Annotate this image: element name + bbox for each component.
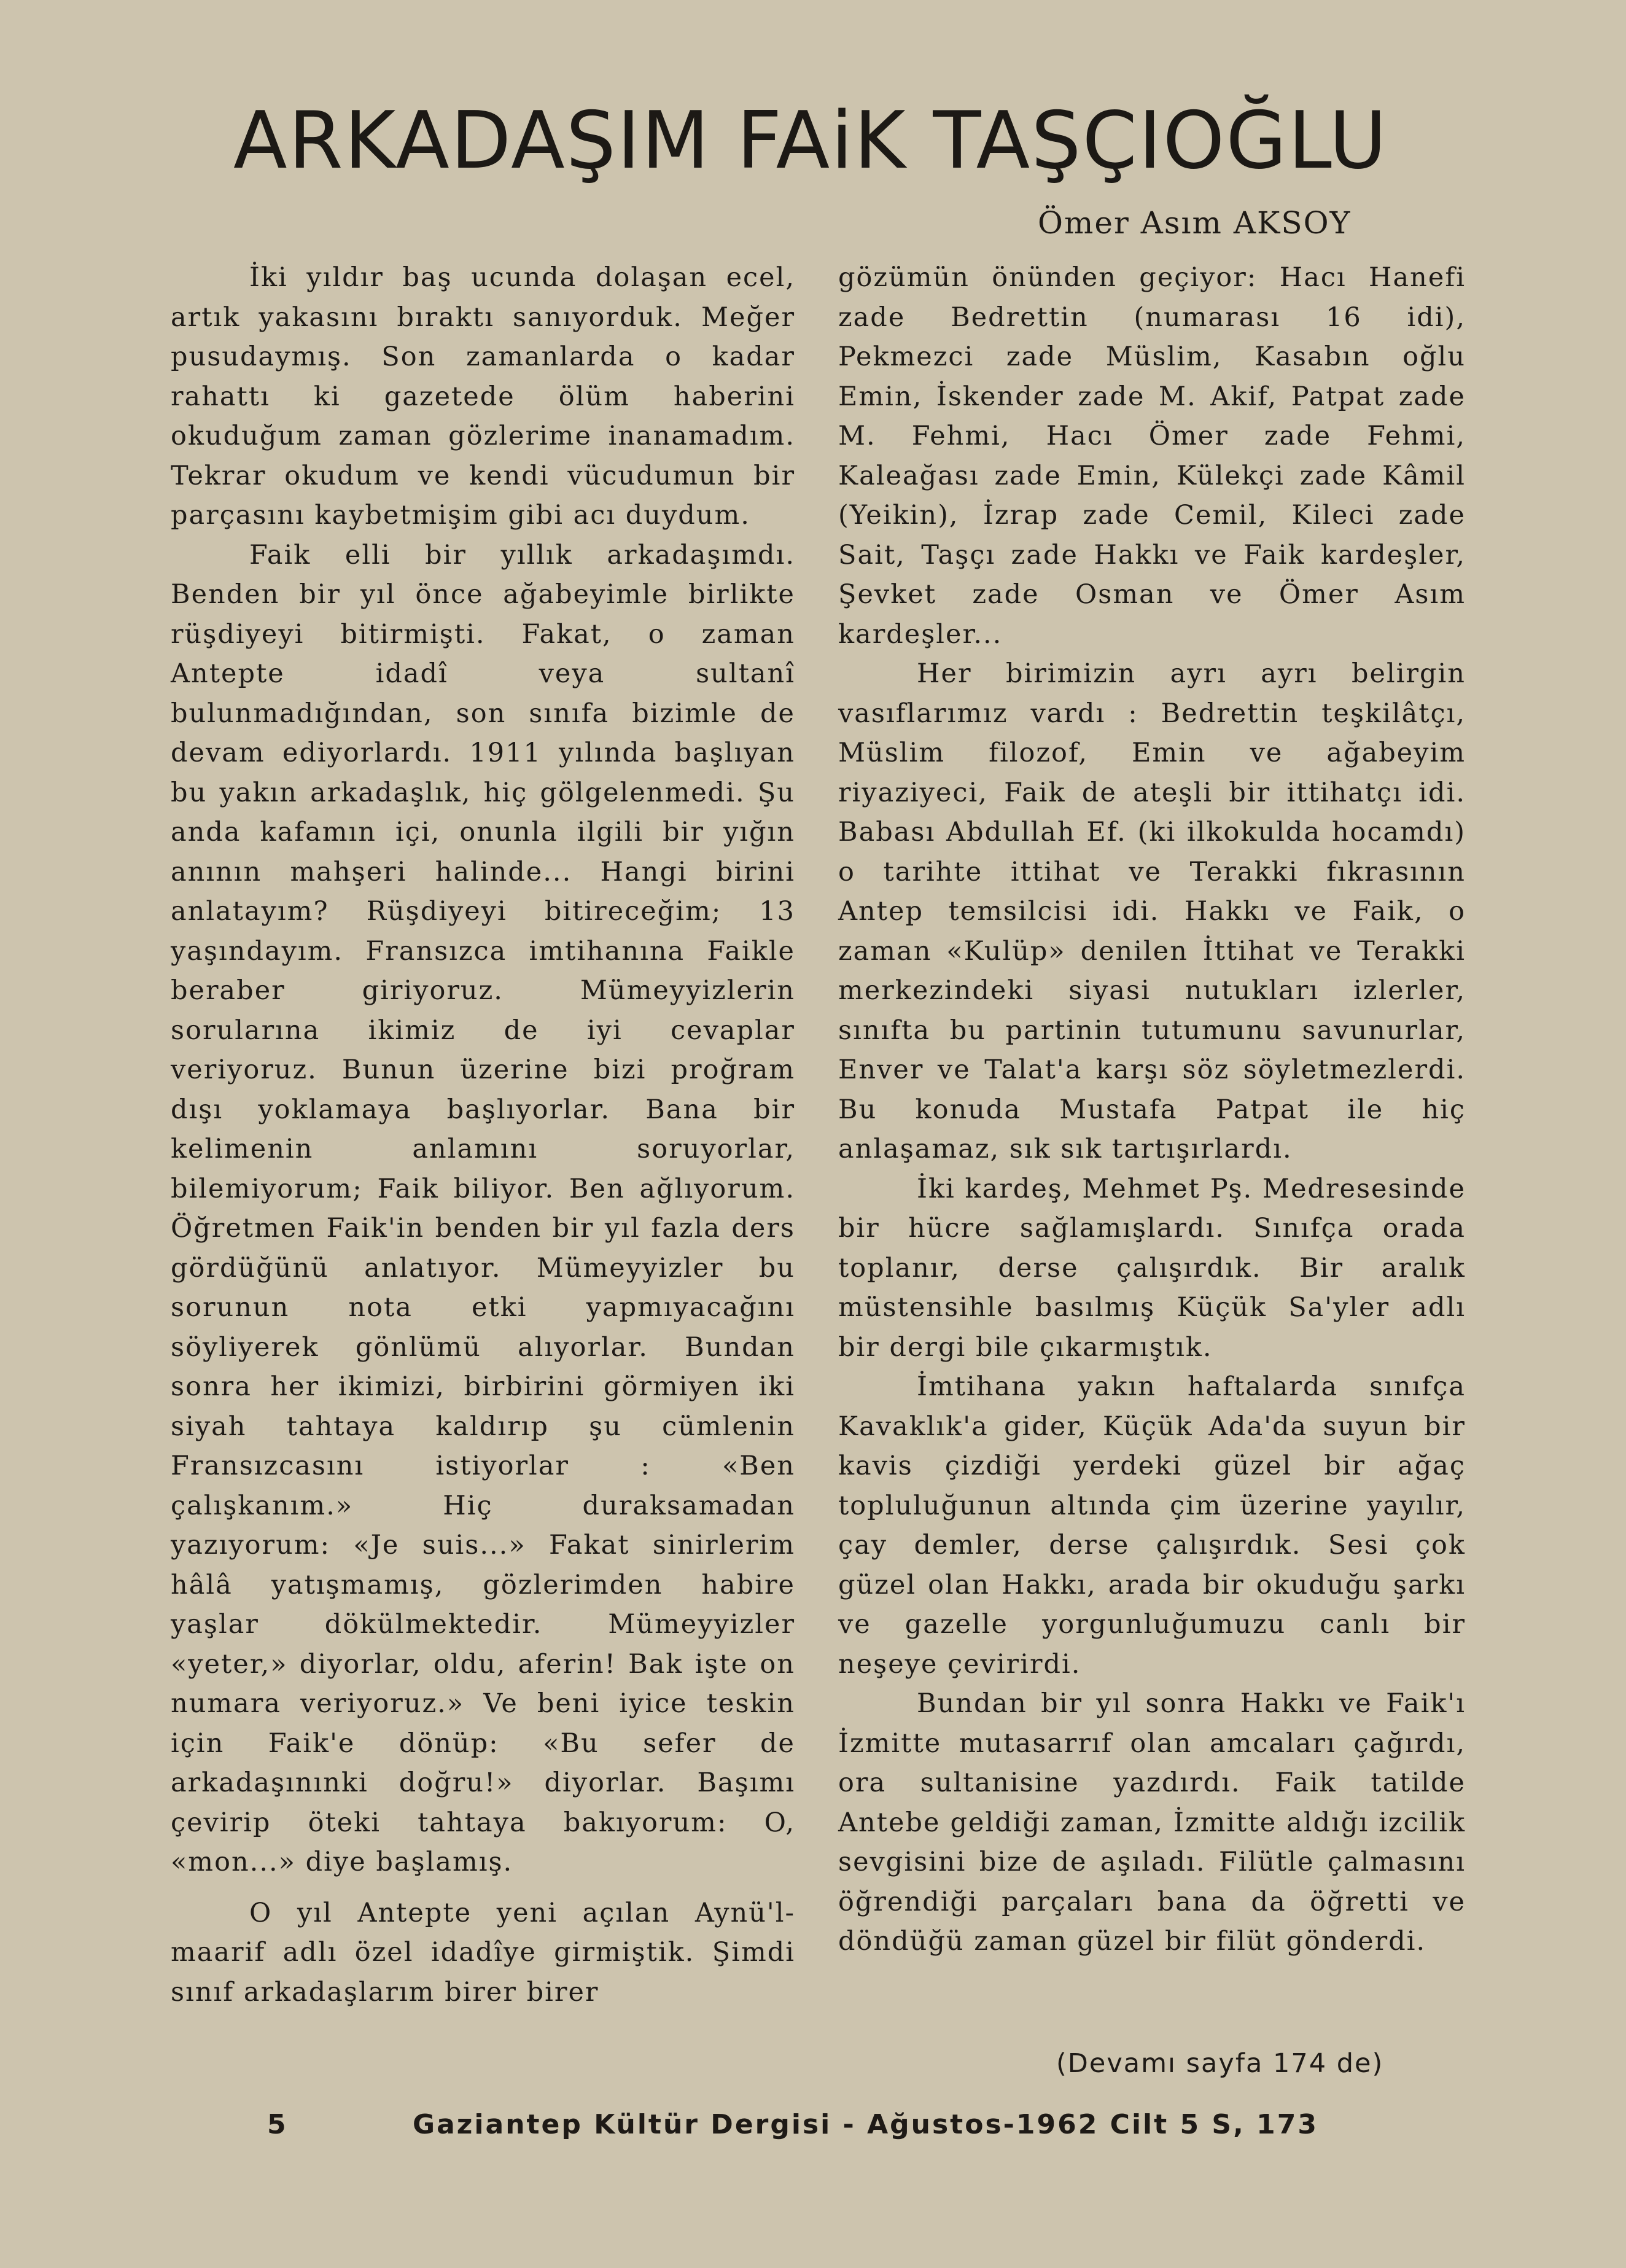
continuation-note: (Devamı sayfa 174 de) [1056,2048,1384,2079]
paragraph: Bundan bir yıl sonra Hakkı ve Faik'ı İzmitte mutasarrıf olan amcaları çağırdı, ora sultanisine yazdırdı. Faik tatilde Antebe geldiği zaman, İzmitte aldığı izcilik sevgisini bize de aşıladı. Filütle çalmasını öğrendiği parçaları bana da öğretti ve döndüğü zaman güzel bir filüt gönderdi. [838,1688,1466,1957]
left-column [171,258,795,2012]
paragraph: O yıl Antepte yeni açılan Aynü'l-maarif adlı özel idadîye girmiştik. Şimdi sınıf arkadaşlarım birer birer [171,1897,795,2008]
paragraph: İki kardeş, Mehmet Pş. Medresesinde bir hücre sağlamışlardı. Sınıfça orada toplanır, derse çalışırdık. Bir aralık müstensihle basılmış Küçük Sa'yler adlı bir dergi bile çıkarmıştık. [838,1173,1466,1363]
paragraph: İki yıldır baş ucunda dolaşan ecel, artık yakasını bıraktı sanıyorduk. Meğer pusudaymış. Son zamanlarda o kadar rahattı ki gazetede ölüm haberini okuduğum zaman gözlerime inanamadım. Tekrar okudum ve kendi vücudumun bir parçasını kaybetmişim gibi acı duydum. [171,262,795,531]
article-title: ARKADAŞIM FAiK TAŞÇIOĞLU [233,95,1388,187]
page-number: 5 [267,2109,288,2140]
article-author: Ömer Asım AKSOY [1038,205,1352,241]
paragraph: Her birimizin ayrı ayrı belirgin vasıflarımız vardı : Bedrettin teşkilâtçı, Müslim filozof, Emin ve ağabeyim riyaziyeci, Faik de ateşli bir ittihatçı idi. Babası Abdullah Ef. (ki ilkokulda hocamdı) o tarihte ittihat ve Terakki fıkrasının Antep temsilcisi idi. Hakkı ve Faik, o zaman «Kulüp» denilen İttihat ve Terakki merkezindeki siyasi nutukları izlerler, sınıfta bu partinin tutumunu savunurlar, Enver ve Talat'a karşı söz söyletmezlerdi. Bu konuda Mustafa Patpat ile hiç anlaşamaz, sık sık tartışırlardı. [838,658,1466,1164]
paragraph: gözümün önünden geçiyor: Hacı Hanefi zade Bedrettin (numarası 16 idi), Pekmezci zade Müslim, Kasabın oğlu Emin, İskender zade M. Akif, Patpat zade M. Fehmi, Hacı Ömer zade Fehmi, Kaleağası zade Emin, Külekçi zade Kâmil (Yeikin), İzrap zade Cemil, Kileci zade Sait, Taşçı zade Hakkı ve Faik kardeşler, Şevket zade Osman ve Ömer Asım kardeşler... [838,262,1466,650]
paragraph: İmtihana yakın haftalarda sınıfça Kavaklık'a gider, Küçük Ada'da suyun bir kavis çizdiği yerdeki güzel bir ağaç topluluğunun altında çim üzerine yayılır, çay demler, derse çalışırdık. Sesi çok güzel olan Hakkı, arada bir okuduğu şarkı ve gazelle yorgunluğumuzu canlı bir neşeye çevirirdi. [838,1371,1466,1680]
paragraph: Faik elli bir yıllık arkadaşımdı. Benden bir yıl önce ağabeyimle birlikte rüşdiyeyi bitirmişti. Fakat, o zaman Antepte idadî veya sultanî bulunmadığından, son sınıfa bizimle de devam ediyorlardı. 1911 yılında başlıyan bu yakın arkadaşlık, hiç gölgelenmedi. Şu anda kafamın içi, onunla ilgili bir yığın anının mahşeri halinde... Hangi birini anlatayım? Rüşdiyeyi bitireceğim; 13 yaşındayım. Fransızca imtihanına Faikle beraber giriyoruz. Mümeyyizlerin sorularına ikimiz de iyi cevaplar veriyoruz. Bunun üzerine bizi proğram dışı yoklamaya başlıyorlar. Bana bir kelimenin anlamını soruyorlar, bilemiyorum; Faik biliyor. Ben ağlıyorum. Öğretmen Faik'in benden bir yıl fazla ders gördüğünü anlatıyor. Mümeyyizler bu sorunun nota etki yapmıyacağını söyliyerek gönlümü alıyorlar. Bundan sonra her ikimizi, birbirini görmiyen iki siyah tahtaya kaldırıp şu cümlenin Fransızcasını istiyorlar : «Ben çalışkanım.» Hiç duraksamadan yazıyorum: «Je suis...» Fakat sinirlerim hâlâ yatışmamış, gözlerimden habire yaşlar dökülmektedir. Mümeyyizler «yeter,» diyorlar, oldu, aferin! Bak işte on numara veriyoruz.» Ve beni iyice teskin için Faik'e dönüp: «Bu sefer de arkadaşınınki doğru!» diyorlar. Başımı çevirip öteki tahtaya bakıyorum: O, «mon...» diye başlamış. [171,539,795,1877]
right-column [838,258,1466,1962]
publication-info: Gaziantep Kültür Dergisi - Ağustos-1962 Cilt 5 S, 173 [413,2109,1318,2140]
